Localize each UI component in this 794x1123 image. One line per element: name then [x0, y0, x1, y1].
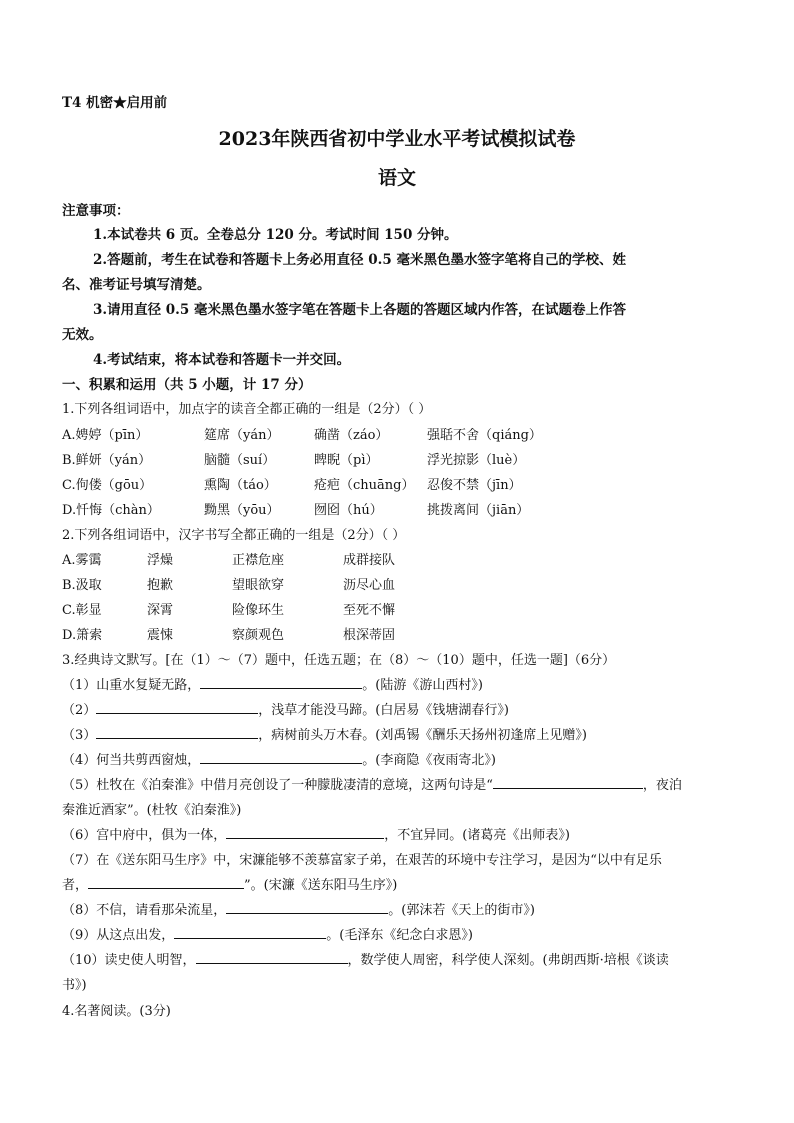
- q3-2-source: ，浅草才能没马蹄。(白居易《钱塘湖春行》): [258, 703, 509, 718]
- q3-4-prompt: （4）何当共剪西窗烛，: [62, 753, 201, 768]
- q3-3-source: ，病树前头万木春。(刘禹锡《酬乐天扬州初逢席上见赠》): [258, 728, 587, 743]
- q1-stem: 1.下列各组词语中，加点字的读音全都正确的一组是（2分）（ ）: [62, 402, 432, 417]
- q3-line-2: [62, 699, 509, 718]
- q1-option-d-1: D.忏悔（chàn）: [62, 503, 160, 518]
- exam-title: 2023年陕西省初中学业水平考试模拟试卷: [218, 128, 576, 150]
- q3-line-10: [62, 949, 669, 968]
- q2-option-d-4: 根深蒂固: [343, 628, 396, 643]
- q1-option-a-1: A.娉婷（pīn）: [62, 428, 149, 443]
- q2-option-d-2: 震悚: [147, 628, 174, 643]
- answer-blank[interactable]: [196, 951, 348, 964]
- notes-heading: 注意事项：: [62, 203, 130, 219]
- q1-option-a-4: 强聒不舍（qiáng）: [427, 428, 542, 443]
- answer-blank[interactable]: [200, 751, 362, 764]
- q2-option-a-3: 正襟危座: [232, 553, 285, 568]
- q3-line-8: [62, 899, 535, 918]
- q3-9-source: 。(毛泽东《纪念白求恩》): [326, 928, 473, 943]
- q3-10-prompt: （10）读史使人明智，: [62, 953, 196, 968]
- q1-option-c-2: 熏陶（táo）: [204, 478, 277, 493]
- q1-option-c-1: C.佝偻（gōu）: [62, 478, 153, 493]
- answer-blank[interactable]: [96, 726, 258, 739]
- note-1: 1.本试卷共 6 页。全卷总分 120 分。考试时间 150 分钟。: [93, 227, 458, 243]
- q2-option-c-1: C.彰显: [62, 603, 102, 618]
- q3-line-6: [62, 824, 570, 843]
- q1-option-c-4: 忍俊不禁（jīn）: [427, 478, 522, 493]
- q3-line-9: [62, 924, 473, 943]
- q3-stem: 3.经典诗文默写。[在（1）～（7）题中，任选五题；在（8）～（10）题中，任选一题]（6分）: [62, 653, 616, 668]
- q3-line-1: [62, 674, 483, 693]
- q3-5-prompt: （5）杜牧在《泊秦淮》中借月亮创设了一种朦胧凄清的意境，这两句诗是“: [62, 778, 493, 793]
- q3-line-3: [62, 724, 587, 743]
- q2-option-a-1: A.雾霭: [62, 553, 102, 568]
- q3-2-prompt: （2）: [62, 703, 97, 718]
- answer-blank[interactable]: [174, 926, 326, 939]
- answer-blank[interactable]: [88, 876, 244, 889]
- answer-blank[interactable]: [96, 701, 258, 714]
- q1-option-d-2: 黝黑（yōu）: [204, 503, 280, 518]
- q2-option-d-3: 察颜观色: [232, 628, 285, 643]
- q3-line-4: [62, 749, 496, 768]
- q1-option-a-3: 确凿（záo）: [314, 428, 389, 443]
- q3-line-10-cont: 书》): [62, 978, 87, 993]
- subject-title: 语文: [377, 167, 416, 189]
- q1-option-b-2: 脑髓（suí）: [204, 453, 276, 468]
- answer-blank[interactable]: [200, 676, 362, 689]
- q3-10-after: ，数学使人周密，科学使人深刻。(弗朗西斯·培根《谈读: [347, 953, 669, 968]
- q3-line-5-cont: 秦淮近酒家”。(杜牧《泊秦淮》): [62, 803, 242, 818]
- q3-7-source: ”。(宋濂《送东阳马生序》): [244, 878, 398, 893]
- q3-8-prompt: （8）不信，请看那朵流星，: [62, 903, 227, 918]
- q2-option-a-4: 成群接队: [343, 553, 396, 568]
- answer-blank[interactable]: [226, 826, 384, 839]
- q2-option-b-3: 望眼欲穿: [232, 578, 285, 593]
- section1-heading: 一、积累和运用（共 5 小题，计 17 分）: [62, 377, 312, 393]
- q2-option-c-2: 深霄: [147, 603, 174, 618]
- q3-5-after: ，夜泊: [642, 778, 682, 793]
- confidential-mark: T4 机密★启用前: [62, 95, 168, 111]
- q3-8-source: 。(郭沫若《天上的街市》): [388, 903, 535, 918]
- note-2a: 2.答题前，考生在试卷和答题卡上务必用直径 0.5 毫米黑色墨水签字笔将自己的学校、姓: [93, 252, 626, 268]
- q3-4-source: 。(李商隐《夜雨寄北》): [362, 753, 496, 768]
- q3-line-7: （7）在《送东阳马生序》中，宋濂能够不羡慕富家子弟，在艰苦的环境中专注学习，是因为“以中有足乐: [62, 853, 662, 868]
- q2-option-d-1: D.箫索: [62, 628, 103, 643]
- q1-option-b-3: 睥睨（pì）: [314, 453, 379, 468]
- q3-line-7-cont: [62, 874, 397, 893]
- q2-stem: 2.下列各组词语中，汉字书写全都正确的一组是（2分）（ ）: [62, 528, 406, 543]
- q1-option-b-1: B.鲜妍（yán）: [62, 453, 152, 468]
- note-2b: 名、准考证号填写清楚。: [62, 277, 211, 293]
- q2-option-b-1: B.汲取: [62, 578, 102, 593]
- q3-7-prompt: 者，: [62, 878, 89, 893]
- note-4: 4.考试结束，将本试卷和答题卡一并交回。: [93, 352, 351, 368]
- q1-option-c-3: 疮疤（chuāng）: [314, 478, 415, 493]
- q3-1-source: 。(陆游《游山西村》): [362, 678, 483, 693]
- q2-option-c-4: 至死不懈: [343, 603, 396, 618]
- q1-option-d-4: 挑拨离间（jiān）: [427, 503, 530, 518]
- q3-1-prompt: （1）山重水复疑无路，: [62, 678, 201, 693]
- q2-option-c-3: 险像环生: [232, 603, 285, 618]
- q3-6-source: ，不宜异同。(诸葛亮《出师表》): [384, 828, 570, 843]
- q1-option-b-4: 浮光掠影（luè）: [427, 453, 526, 468]
- note-3a: 3.请用直径 0.5 毫米黑色墨水签字笔在答题卡上各题的答题区域内作答，在试题卷上作答: [93, 302, 626, 318]
- q2-option-b-4: 沥尽心血: [343, 578, 396, 593]
- q4-stem: 4.名著阅读。(3分): [62, 1004, 171, 1019]
- q2-option-b-2: 抱歉: [147, 578, 174, 593]
- q3-9-prompt: （9）从这点出发，: [62, 928, 175, 943]
- q2-option-a-2: 浮燥: [147, 553, 174, 568]
- q3-6-prompt: （6）宫中府中，俱为一体，: [62, 828, 227, 843]
- q3-line-5: [62, 774, 682, 793]
- note-3b: 无效。: [62, 327, 103, 343]
- answer-blank[interactable]: [493, 776, 643, 789]
- q1-option-d-3: 囫囵（hú）: [314, 503, 383, 518]
- q1-option-a-2: 筵席（yán）: [204, 428, 280, 443]
- answer-blank[interactable]: [226, 901, 388, 914]
- q3-3-prompt: （3）: [62, 728, 97, 743]
